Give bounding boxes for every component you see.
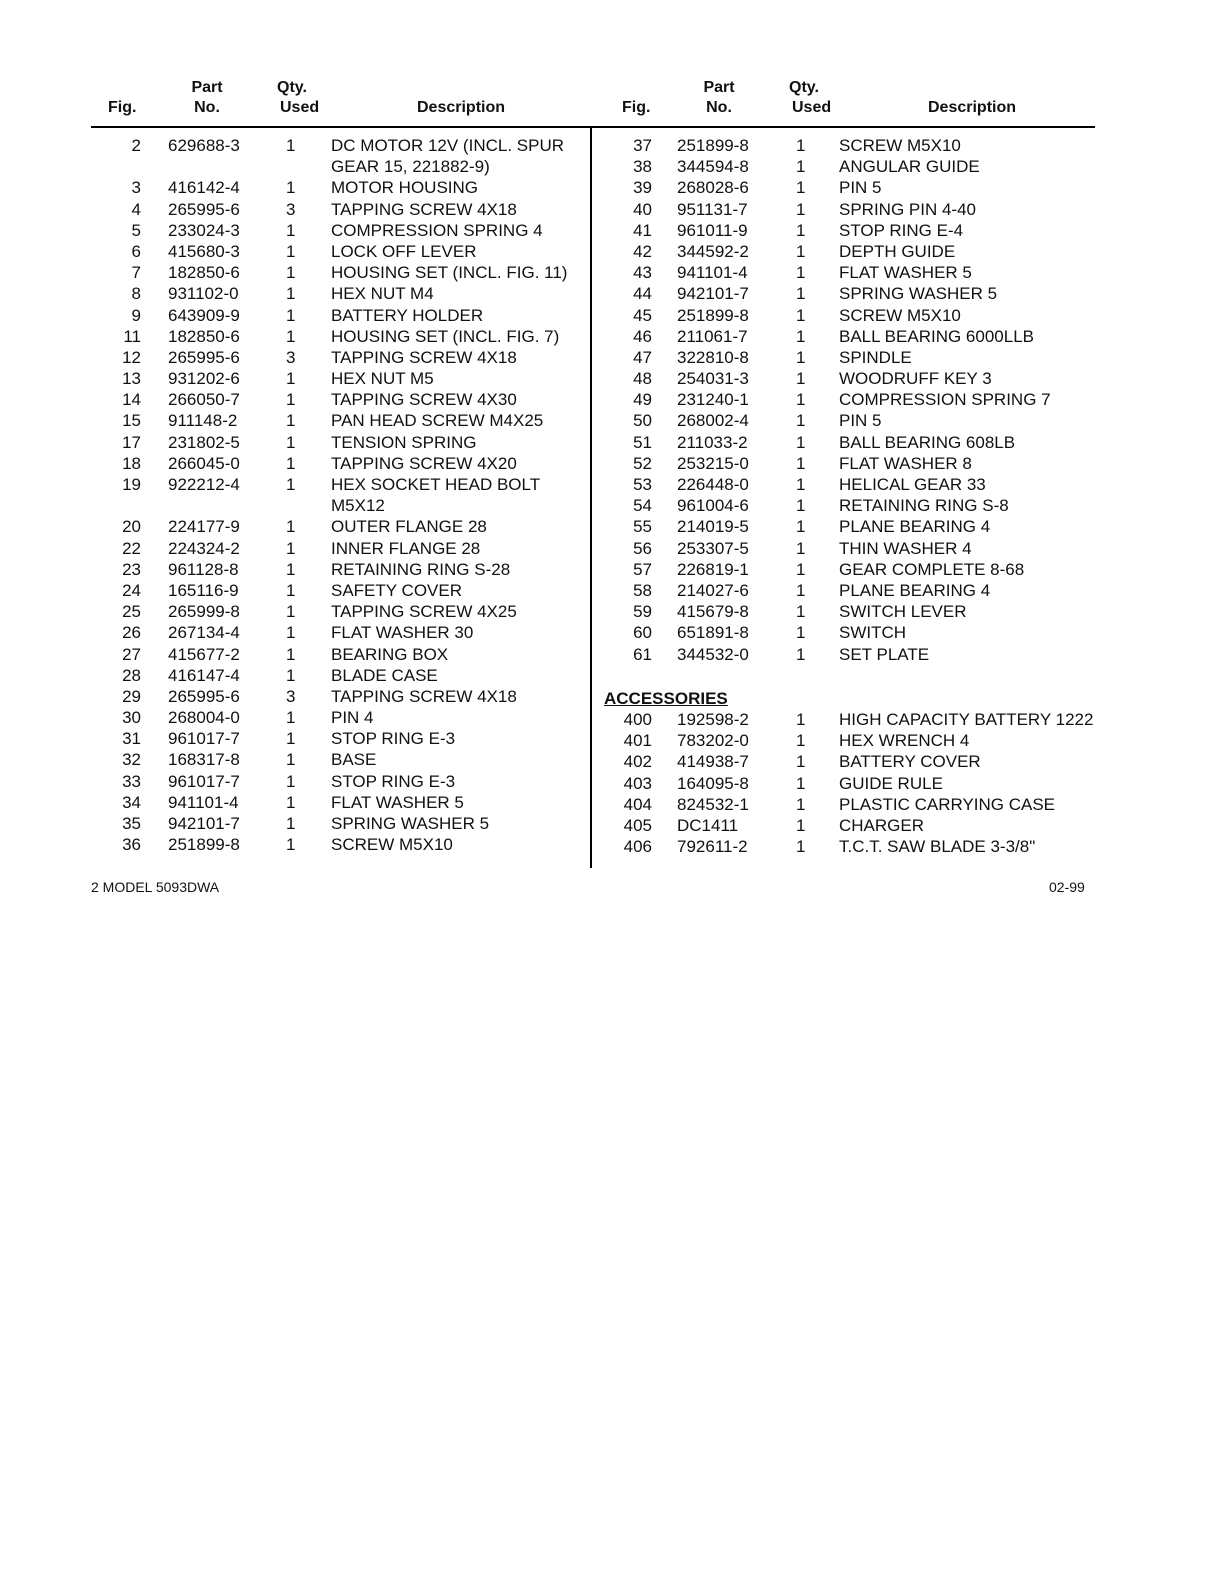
header-part-right-1: Part [703,79,735,96]
part-number: 251899-8 [168,835,240,855]
part-fig: 42 [633,241,652,261]
part-description: OUTER FLANGE 28 [331,517,487,537]
part-description: SCREW M5X10 [331,835,453,855]
part-fig: 34 [122,792,141,812]
part-fig: 18 [122,453,141,473]
header-part-left-2: No. [194,99,220,116]
part-fig: 33 [122,771,141,791]
part-fig: 3 [131,178,141,198]
part-fig: 47 [633,347,652,367]
part-qty: 1 [286,580,296,600]
part-description: HEX NUT M5 [331,369,434,389]
part-number: 265995-6 [168,686,240,706]
header-part-left-1: Part [191,79,223,96]
part-fig: 7 [131,263,141,283]
part-qty: 1 [286,453,296,473]
part-fig: 38 [633,157,652,177]
part-description: SCREW M5X10 [839,305,961,325]
part-qty: 1 [286,665,296,685]
header-qty-right-2: Used [792,99,832,116]
part-qty: 1 [796,752,806,772]
part-qty: 1 [796,815,806,835]
part-qty: 1 [796,559,806,579]
part-description: PAN HEAD SCREW M4X25 [331,411,544,431]
part-fig: 14 [122,390,141,410]
part-description: DC MOTOR 12V (INCL. SPUR [331,136,565,155]
part-description: TAPPING SCREW 4X25 [331,602,517,622]
part-description: PLANE BEARING 4 [839,580,991,600]
part-fig: 13 [122,369,141,389]
header-qty-left-2: Used [280,99,320,116]
part-number: 253215-0 [677,453,749,473]
part-qty: 1 [286,835,296,855]
part-fig: 4 [131,199,141,219]
part-fig: 25 [122,602,141,622]
part-description: DEPTH GUIDE [839,241,956,261]
part-fig: 8 [131,284,141,304]
part-qty: 1 [286,792,296,812]
part-fig: 52 [633,453,652,473]
part-fig: 23 [122,559,141,579]
part-fig: 56 [633,538,652,558]
part-description: SWITCH LEVER [839,602,967,622]
part-number: 942101-7 [677,284,749,304]
part-description: LOCK OFF LEVER [331,241,477,261]
part-fig: 9 [131,305,141,325]
part-number: 182850-6 [168,263,240,283]
part-description: INNER FLANGE 28 [331,538,481,558]
part-fig: 57 [633,559,652,579]
part-qty: 1 [286,475,296,494]
part-description: T.C.T. SAW BLADE 3-3/8" [839,837,1036,857]
part-qty: 1 [286,750,296,770]
part-fig: 20 [122,517,141,537]
part-description: STOP RING E-3 [331,729,456,749]
part-number: 254031-3 [677,369,749,389]
part-fig: 17 [122,432,141,452]
part-description: BALL BEARING 608LB [839,432,1016,452]
part-fig: 19 [122,475,141,494]
part-fig: 54 [633,496,652,516]
part-description: MOTOR HOUSING [331,178,479,198]
header-desc-left: Description [417,99,506,116]
part-fig: 27 [122,644,141,664]
part-qty: 1 [286,771,296,791]
part-qty: 1 [796,538,806,558]
part-description: HELICAL GEAR 33 [839,475,986,494]
part-fig: 35 [122,814,141,833]
part-qty: 1 [286,623,296,643]
part-number: 266045-0 [168,453,240,473]
part-description: WOODRUFF KEY 3 [839,369,992,389]
part-description: SPRING PIN 4-40 [839,199,976,219]
part-qty: 1 [796,157,806,177]
part-number: 961017-7 [168,771,240,791]
part-description: PIN 4 [331,708,374,728]
part-description: ANGULAR GUIDE [839,157,980,177]
part-number: 265995-6 [168,347,240,367]
part-qty: 1 [796,496,806,516]
part-description: TAPPING SCREW 4X18 [331,199,517,219]
part-qty: 1 [286,390,296,410]
part-qty: 1 [796,475,806,494]
part-qty: 1 [796,580,806,600]
part-number: 961004-6 [677,496,749,516]
part-fig: 44 [633,284,652,304]
part-number: 961011-9 [677,220,748,240]
part-fig: 59 [633,602,652,622]
part-description: GEAR 15, 221882-9) [331,157,490,177]
part-description: BALL BEARING 6000LLB [839,326,1034,346]
part-description: FLAT WASHER 5 [331,792,464,812]
part-number: 416142-4 [168,178,240,198]
part-qty: 1 [796,199,806,219]
part-qty: 1 [796,347,806,367]
part-qty: 1 [286,559,296,579]
part-number: 931102-0 [168,284,239,304]
part-qty: 1 [286,241,296,261]
part-fig: 46 [633,326,652,346]
part-number: 266050-7 [168,390,240,410]
part-fig: 43 [633,263,652,283]
part-qty: 1 [286,369,296,389]
part-description: TAPPING SCREW 4X18 [331,347,517,367]
part-number: DC1411 [677,815,739,835]
part-qty: 1 [286,326,296,346]
part-fig: 30 [122,708,141,728]
part-fig: 37 [633,136,652,155]
part-qty: 1 [796,411,806,431]
part-fig: 405 [623,815,652,835]
part-fig: 29 [122,686,141,706]
part-number: 961017-7 [168,729,240,749]
part-fig: 31 [122,729,141,749]
part-description: COMPRESSION SPRING 7 [839,390,1051,410]
part-qty: 1 [796,710,806,729]
part-number: 941101-4 [168,792,239,812]
part-fig: 45 [633,305,652,325]
part-fig: 400 [623,710,652,729]
part-qty: 1 [796,263,806,283]
part-number: 824532-1 [677,794,749,814]
part-number: 415677-2 [168,644,240,664]
part-number: 251899-8 [677,305,749,325]
part-description: HEX NUT M4 [331,284,434,304]
part-number: 783202-0 [677,731,749,751]
footer-model: 2 MODEL 5093DWA [91,879,220,895]
part-qty: 1 [796,623,806,643]
part-number: 415680-3 [168,241,240,261]
header-qty-left-1: Qty. [277,79,307,96]
part-description: COMPRESSION SPRING 4 [331,220,543,240]
part-number: 344592-2 [677,241,749,261]
part-number: 911148-2 [168,411,238,431]
part-number: 643909-9 [168,305,240,325]
part-fig: 53 [633,475,652,494]
part-fig: 12 [122,347,141,367]
part-description: GUIDE RULE [839,773,943,793]
part-description: HOUSING SET (INCL. FIG. 7) [331,326,560,346]
part-qty: 3 [286,686,296,706]
part-number: 231802-5 [168,432,240,452]
accessories-heading: ACCESSORIES [604,689,728,708]
part-number: 414938-7 [677,752,749,772]
header-qty-right-1: Qty. [789,79,819,96]
part-number: 268004-0 [168,708,240,728]
part-number: 931202-6 [168,369,240,389]
part-number: 651891-8 [677,623,749,643]
part-description: TENSION SPRING [331,432,477,452]
part-qty: 1 [796,453,806,473]
part-fig: 40 [633,199,652,219]
part-fig: 24 [122,580,141,600]
part-qty: 1 [796,369,806,389]
part-fig: 401 [623,731,652,751]
part-qty: 1 [286,263,296,283]
part-fig: 36 [122,835,141,855]
part-qty: 1 [286,644,296,664]
part-qty: 1 [286,284,296,304]
part-fig: 406 [623,837,652,857]
part-number: 415679-8 [677,602,749,622]
part-description: STOP RING E-3 [331,771,456,791]
part-number: 214019-5 [677,517,749,537]
part-qty: 1 [286,729,296,749]
part-qty: 1 [796,390,806,410]
part-fig: 404 [623,794,652,814]
part-fig: 60 [633,623,652,643]
part-fig: 22 [122,538,141,558]
part-fig: 39 [633,178,652,198]
part-number: 231240-1 [677,390,749,410]
part-description: TAPPING SCREW 4X18 [331,686,517,706]
part-number: 164095-8 [677,773,749,793]
part-fig: 50 [633,411,652,431]
part-number: 629688-3 [168,136,240,155]
part-qty: 1 [796,136,806,155]
part-description: PIN 5 [839,178,882,198]
part-description: FLAT WASHER 8 [839,453,972,473]
part-number: 253307-5 [677,538,749,558]
header-rule [91,126,1095,128]
part-qty: 1 [796,837,806,857]
part-number: 416147-4 [168,665,240,685]
part-number: 224324-2 [168,538,240,558]
part-qty: 1 [796,178,806,198]
part-fig: 51 [633,432,652,452]
part-qty: 1 [796,731,806,751]
part-fig: 49 [633,390,652,410]
part-qty: 1 [286,814,296,833]
part-qty: 1 [286,708,296,728]
part-qty: 1 [286,602,296,622]
part-description: HEX WRENCH 4 [839,731,970,751]
part-description: SWITCH [839,623,907,643]
part-description: BATTERY COVER [839,752,981,772]
header-fig-right: Fig. [622,99,651,116]
part-number: 214027-6 [677,580,749,600]
part-description: HOUSING SET (INCL. FIG. 11) [331,263,568,283]
part-description: BASE [331,750,377,770]
part-qty: 1 [796,326,806,346]
part-fig: 11 [123,326,141,346]
part-fig: 55 [633,517,652,537]
part-fig: 48 [633,369,652,389]
part-qty: 3 [286,347,296,367]
part-number: 322810-8 [677,347,749,367]
part-description: BATTERY HOLDER [331,305,484,325]
part-description: CHARGER [839,815,925,835]
part-qty: 1 [286,305,296,325]
part-qty: 1 [286,411,296,431]
part-number: 265999-8 [168,602,240,622]
header-fig-left: Fig. [108,99,137,116]
part-fig: 61 [633,644,652,664]
part-number: 192598-2 [677,710,749,729]
part-fig: 6 [131,241,141,261]
part-fig: 15 [122,411,141,431]
part-number: 211061-7 [677,326,748,346]
part-number: 226448-0 [677,475,749,494]
footer-date: 02-99 [1049,879,1085,895]
part-description: PIN 5 [839,411,882,431]
part-fig: 2 [131,136,141,155]
part-number: 265995-6 [168,199,240,219]
part-description: STOP RING E-4 [839,220,964,240]
part-qty: 1 [796,305,806,325]
part-qty: 1 [286,517,296,537]
part-description: SPINDLE [839,347,912,367]
part-description: PLANE BEARING 4 [839,517,991,537]
part-qty: 1 [796,284,806,304]
part-qty: 1 [286,538,296,558]
part-qty: 3 [286,199,296,219]
part-fig: 403 [623,773,652,793]
part-description: FLAT WASHER 5 [839,263,972,283]
part-number: 922212-4 [168,475,240,494]
part-fig: 26 [122,623,141,643]
part-description: M5X12 [331,496,385,516]
part-number: 165116-9 [168,580,239,600]
part-number: 267134-4 [168,623,240,643]
part-description: SET PLATE [839,644,930,664]
part-number: 941101-4 [677,263,748,283]
part-number: 344532-0 [677,644,749,664]
part-number: 168317-8 [168,750,240,770]
part-fig: 58 [633,580,652,600]
part-number: 226819-1 [677,559,749,579]
part-number: 268028-6 [677,178,749,198]
part-fig: 32 [122,750,141,770]
part-number: 233024-3 [168,220,240,240]
part-qty: 1 [286,178,296,198]
column-divider [590,127,592,868]
part-fig: 41 [633,220,652,240]
part-description: GEAR COMPLETE 8-68 [839,559,1025,579]
part-description: RETAINING RING S-28 [331,559,511,579]
part-number: 942101-7 [168,814,240,833]
part-qty: 1 [286,432,296,452]
part-description: SPRING WASHER 5 [331,814,490,833]
part-qty: 1 [796,517,806,537]
part-number: 792611-2 [677,837,748,857]
part-number: 224177-9 [168,517,240,537]
part-qty: 1 [796,241,806,261]
part-number: 268002-4 [677,411,749,431]
part-number: 251899-8 [677,136,749,155]
part-description: PLASTIC CARRYING CASE [839,794,1056,814]
part-description: HEX SOCKET HEAD BOLT [331,475,541,494]
part-description: SCREW M5X10 [839,136,961,155]
part-description: SAFETY COVER [331,580,462,600]
part-description: TAPPING SCREW 4X30 [331,390,517,410]
part-description: FLAT WASHER 30 [331,623,474,643]
part-number: 344594-8 [677,157,749,177]
part-fig: 5 [131,220,141,240]
part-description: BLADE CASE [331,665,438,685]
part-number: 211033-2 [677,432,748,452]
part-qty: 1 [796,794,806,814]
header-desc-right: Description [928,99,1017,116]
part-description: SPRING WASHER 5 [839,284,998,304]
header-part-right-2: No. [706,99,732,116]
part-number: 951131-7 [677,199,748,219]
part-description: THIN WASHER 4 [839,538,972,558]
part-description: HIGH CAPACITY BATTERY 1222 [839,710,1094,729]
part-description: RETAINING RING S-8 [839,496,1009,516]
part-fig: 28 [122,665,141,685]
part-qty: 1 [286,220,296,240]
part-qty: 1 [796,432,806,452]
part-qty: 1 [796,220,806,240]
part-qty: 1 [796,602,806,622]
part-qty: 1 [796,773,806,793]
part-fig: 402 [623,752,652,772]
part-number: 961128-8 [168,559,239,579]
part-description: TAPPING SCREW 4X20 [331,453,517,473]
part-qty: 1 [796,644,806,664]
part-number: 182850-6 [168,326,240,346]
part-qty: 1 [286,136,296,155]
part-description: BEARING BOX [331,644,449,664]
